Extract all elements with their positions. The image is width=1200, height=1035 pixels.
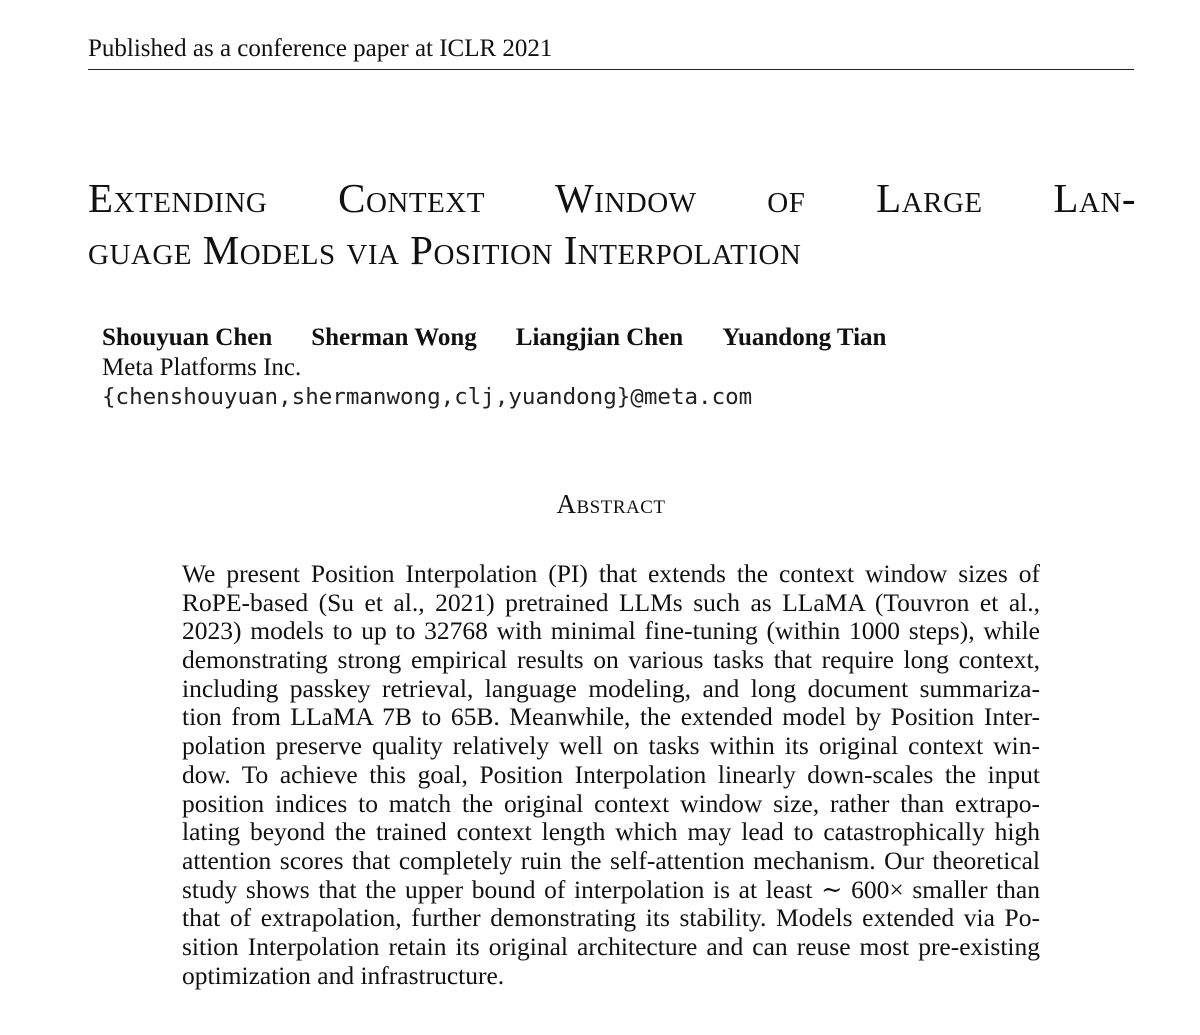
title-line-1: Extending Context Window of Large Lan- [88,175,1136,221]
abstract-body [182,560,1040,990]
abstract-line: 2023) models to up to 32768 with minimal fine-tuning (within 1000 steps), while [182,616,1040,646]
author-name: Yuandong Tian [722,324,887,351]
author-emails: {chenshouyuan,shermanwong,clj,yuandong}@meta.com [102,384,753,410]
running-header [88,32,1134,70]
abstract-line: polation preserve quality relatively well on tasks within its original context win- [182,731,1040,761]
title-line-2: guage Models via Position Interpolation [88,227,802,273]
abstract-line: attention scores that completely ruin the self-attention mechanism. Our theoretical [182,845,1040,875]
abstract-line: study shows that the upper bound of interpolation is at least ∼ 600× smaller than [182,874,1040,904]
abstract-line: optimization and infrastructure. [182,960,505,990]
paper-title [88,172,1138,276]
abstract-line: position indices to match the original context window size, rather than extrapo- [182,788,1040,818]
abstract-line: We present Position Interpolation (PI) that extends the context window sizes of [182,559,1040,588]
abstract-line: tion from LLaMA 7B to 65B. Meanwhile, the extended model by Position Inter- [182,702,1040,732]
running-head-text: Published as a conference paper at ICLR 2021 [88,35,553,62]
author-name: Shouyuan Chen [102,324,273,351]
abstract-line: lating beyond the trained context length which may lead to catastrophically high [182,817,1040,847]
abstract-heading: Abstract [556,489,666,519]
abstract-line: RoPE-based (Su et al., 2021) pretrained LLMs such as LLaMA (Touvron et al., [182,587,1040,617]
abstract-line: dow. To achieve this goal, Position Interpolation linearly down-scales the input [182,759,1040,789]
author-name: Liangjian Chen [515,324,684,351]
author-name: Sherman Wong [311,324,477,351]
abstract-line: including passkey retrieval, language modeling, and long document summariza- [182,673,1040,703]
abstract-line: that of extrapolation, further demonstrating its stability. Models extended via Po- [182,903,1040,933]
abstract-line: demonstrating strong empirical results on various tasks that require long context, [182,645,1040,675]
author-list [102,323,925,353]
abstract-line: sition Interpolation retain its original architecture and can reuse most pre-existing [182,931,1040,961]
affiliation: Meta Platforms Inc. [102,354,302,381]
